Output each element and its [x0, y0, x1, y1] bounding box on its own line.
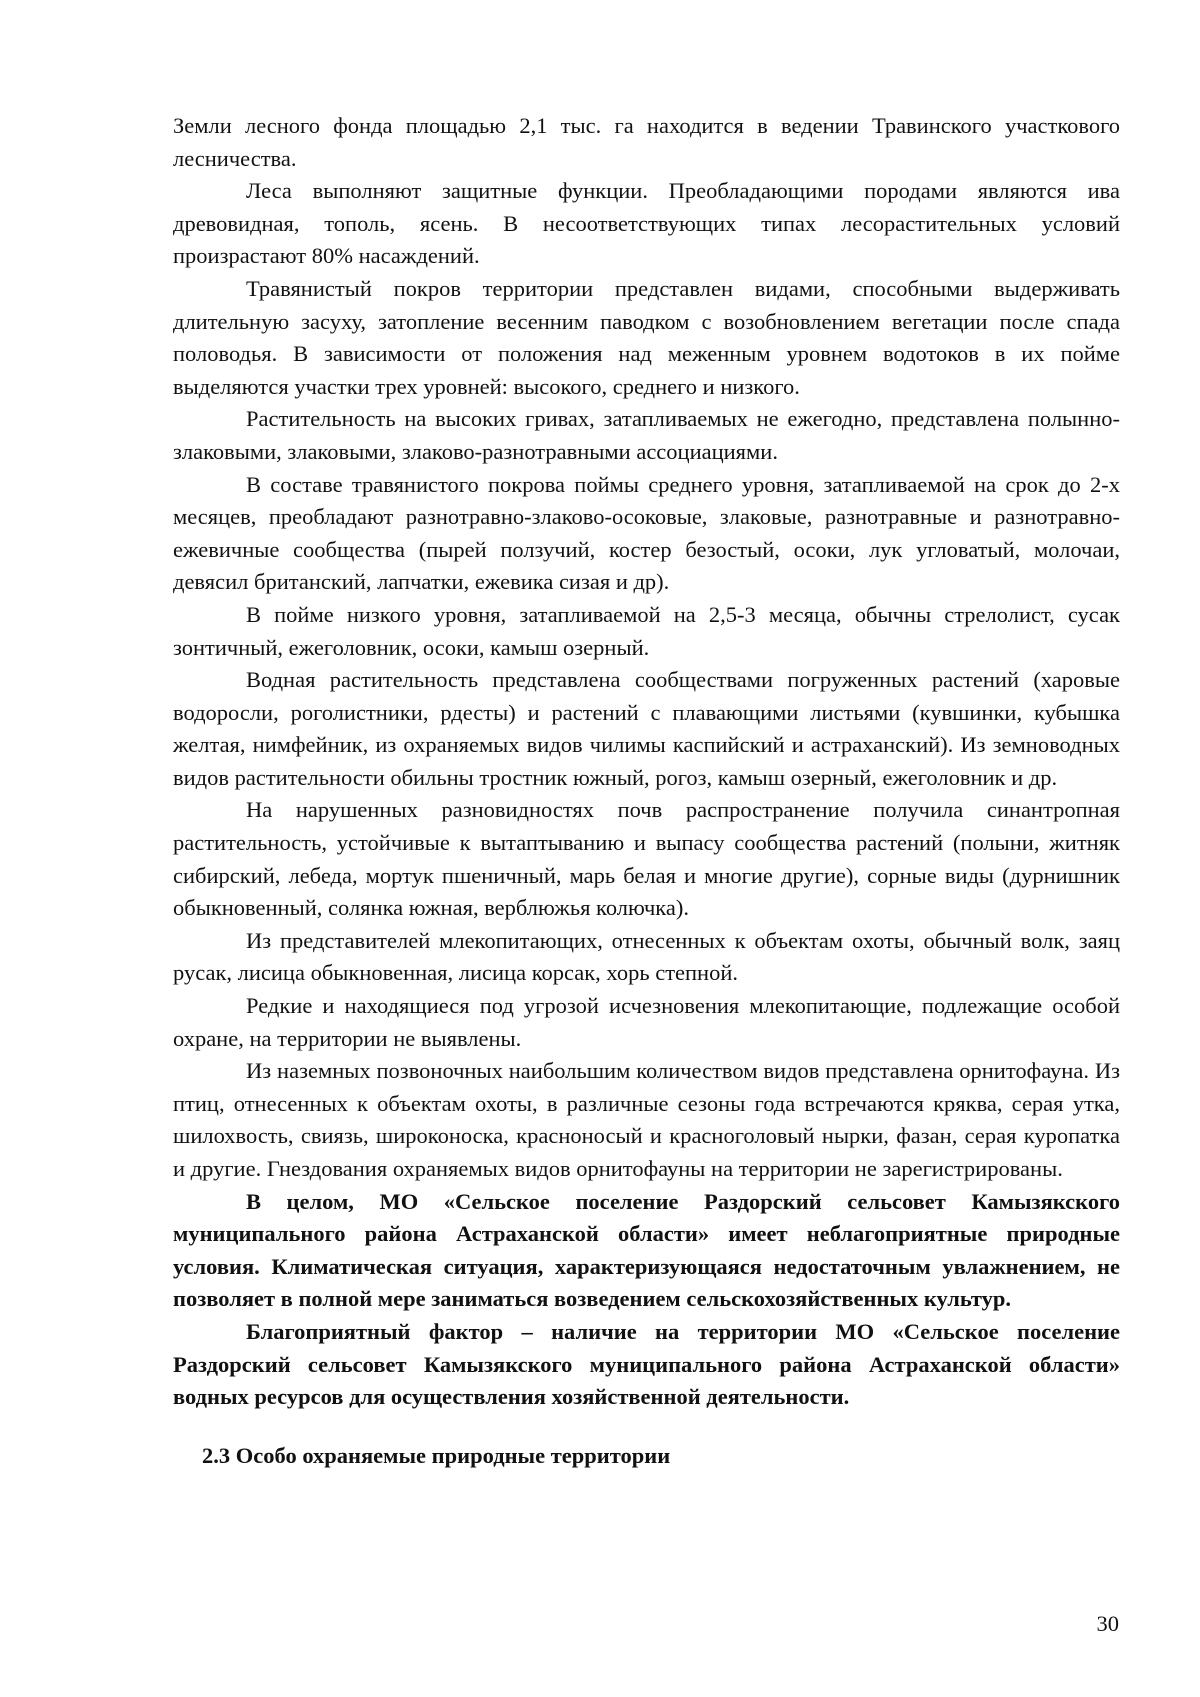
paragraph-forests: Леса выполняют защитные функции. Преобладающими породами являются ива древовидная, тополь, ясень. В несоответствующих типах лесорастительных условий произрастают 80% насаждений.	[173, 178, 1120, 269]
paragraph-mammals: Из представителей млекопитающих, отнесенных к объектам охоты, обычный волк, заяц русак, лисица обыкновенная, лисица корсак, хорь степной.	[173, 927, 1120, 986]
paragraph-middle-floodplain: В составе травянистого покрова поймы среднего уровня, затапливаемой на срок до 2-х месяцев, преобладают разнотравно-злаково-осоковые, злаковые, разнотравные и разнотравно-ежевичные сообщества (пырей ползучий, костер безостый, осоки, лук угловатый, молочаи, девясил британский, лапчатки, ежевика сизая и др).	[173, 471, 1120, 595]
paragraph-disturbed-soils: На нарушенных разновидностях почв распространение получила синантропная растительность, устойчивые к вытаптыванию и выпасу сообщества растений (полыни, житняк сибирский, лебеда, мортук пшеничный, марь белая и многие другие), сорные виды (дурнишник обыкновенный, солянка южная, верблюжья колючка).	[173, 797, 1120, 921]
paragraph-high-ridges: Растительность на высоких гривах, затапливаемых не ежегодно, представлена полынно-злаковыми, злаковыми, злаково-разнотравными ассоциациями.	[173, 406, 1120, 464]
paragraph-forest-fund: Земли лесного фонда площадью 2,1 тыс. га находится в ведении Травинского участкового лесничества.	[173, 113, 1120, 171]
paragraph-low-floodplain: В пойме низкого уровня, затапливаемой на 2,5-3 месяца, обычны стрелолист, сусак зонтичный, ежеголовник, осоки, камыш озерный.	[173, 601, 1120, 660]
paragraph-rare-mammals: Редкие и находящиеся под угрозой исчезновения млекопитающие, подлежащие особой охране, на территории не выявлены.	[173, 993, 1120, 1051]
page-number: 30	[1096, 1611, 1119, 1636]
document-body	[173, 110, 1120, 1472]
paragraph-aquatic-vegetation: Водная растительность представлена сообществами погруженных растений (харовые водоросли, роголистники, рдесты) и растений с плавающими листьями (кувшинки, кубышка желтая, нимфейник, из охраняемых видов чилимы каспийский и астраханский). Из земноводных видов растительности обильны тростник южный, рогоз, камыш озерный, ежеголовник и др.	[173, 667, 1120, 790]
paragraph-conclusion-unfavorable: В целом, МО «Сельское поселение Раздорский сельсовет Камызякского муниципального района Астраханской области» имеет неблагоприятные природные условия. Климатическая ситуация, характеризующаяся недостаточным увлажнением, не позволяет в полной мере заниматься возведением сельскохозяйственных культур.	[173, 1188, 1120, 1312]
paragraph-grass-cover: Травянистый покров территории представлен видами, способными выдерживать длительную засуху, затопление весенним паводком с возобновлением вегетации после спада половодья. В зависимости от положения над меженным уровнем водотоков в их пойме выделяются участки трех уровней: высокого, среднего и низкого.	[173, 275, 1120, 399]
paragraph-birds: Из наземных позвоночных наибольшим количеством видов представлена орнитофауна. Из птиц, отнесенных к объектам охоты, в различные сезоны года встречаются кряква, серая утка, шилохвость, свиязь, широконоска, красноносый и красноголовый нырки, фазан, серая куропатка и другие. Гнездования охраняемых видов орнитофауны на территории не зарегистрированы.	[173, 1058, 1120, 1181]
paragraph-conclusion-favorable: Благоприятный фактор – наличие на территории МО «Сельское поселение Раздорский сельсовет Камызякского муниципального района Астраханской области» водных ресурсов для осуществления хозяйственной деятельности.	[173, 1318, 1120, 1410]
section-heading: 2.3 Особо охраняемые природные территории	[202, 1442, 671, 1468]
